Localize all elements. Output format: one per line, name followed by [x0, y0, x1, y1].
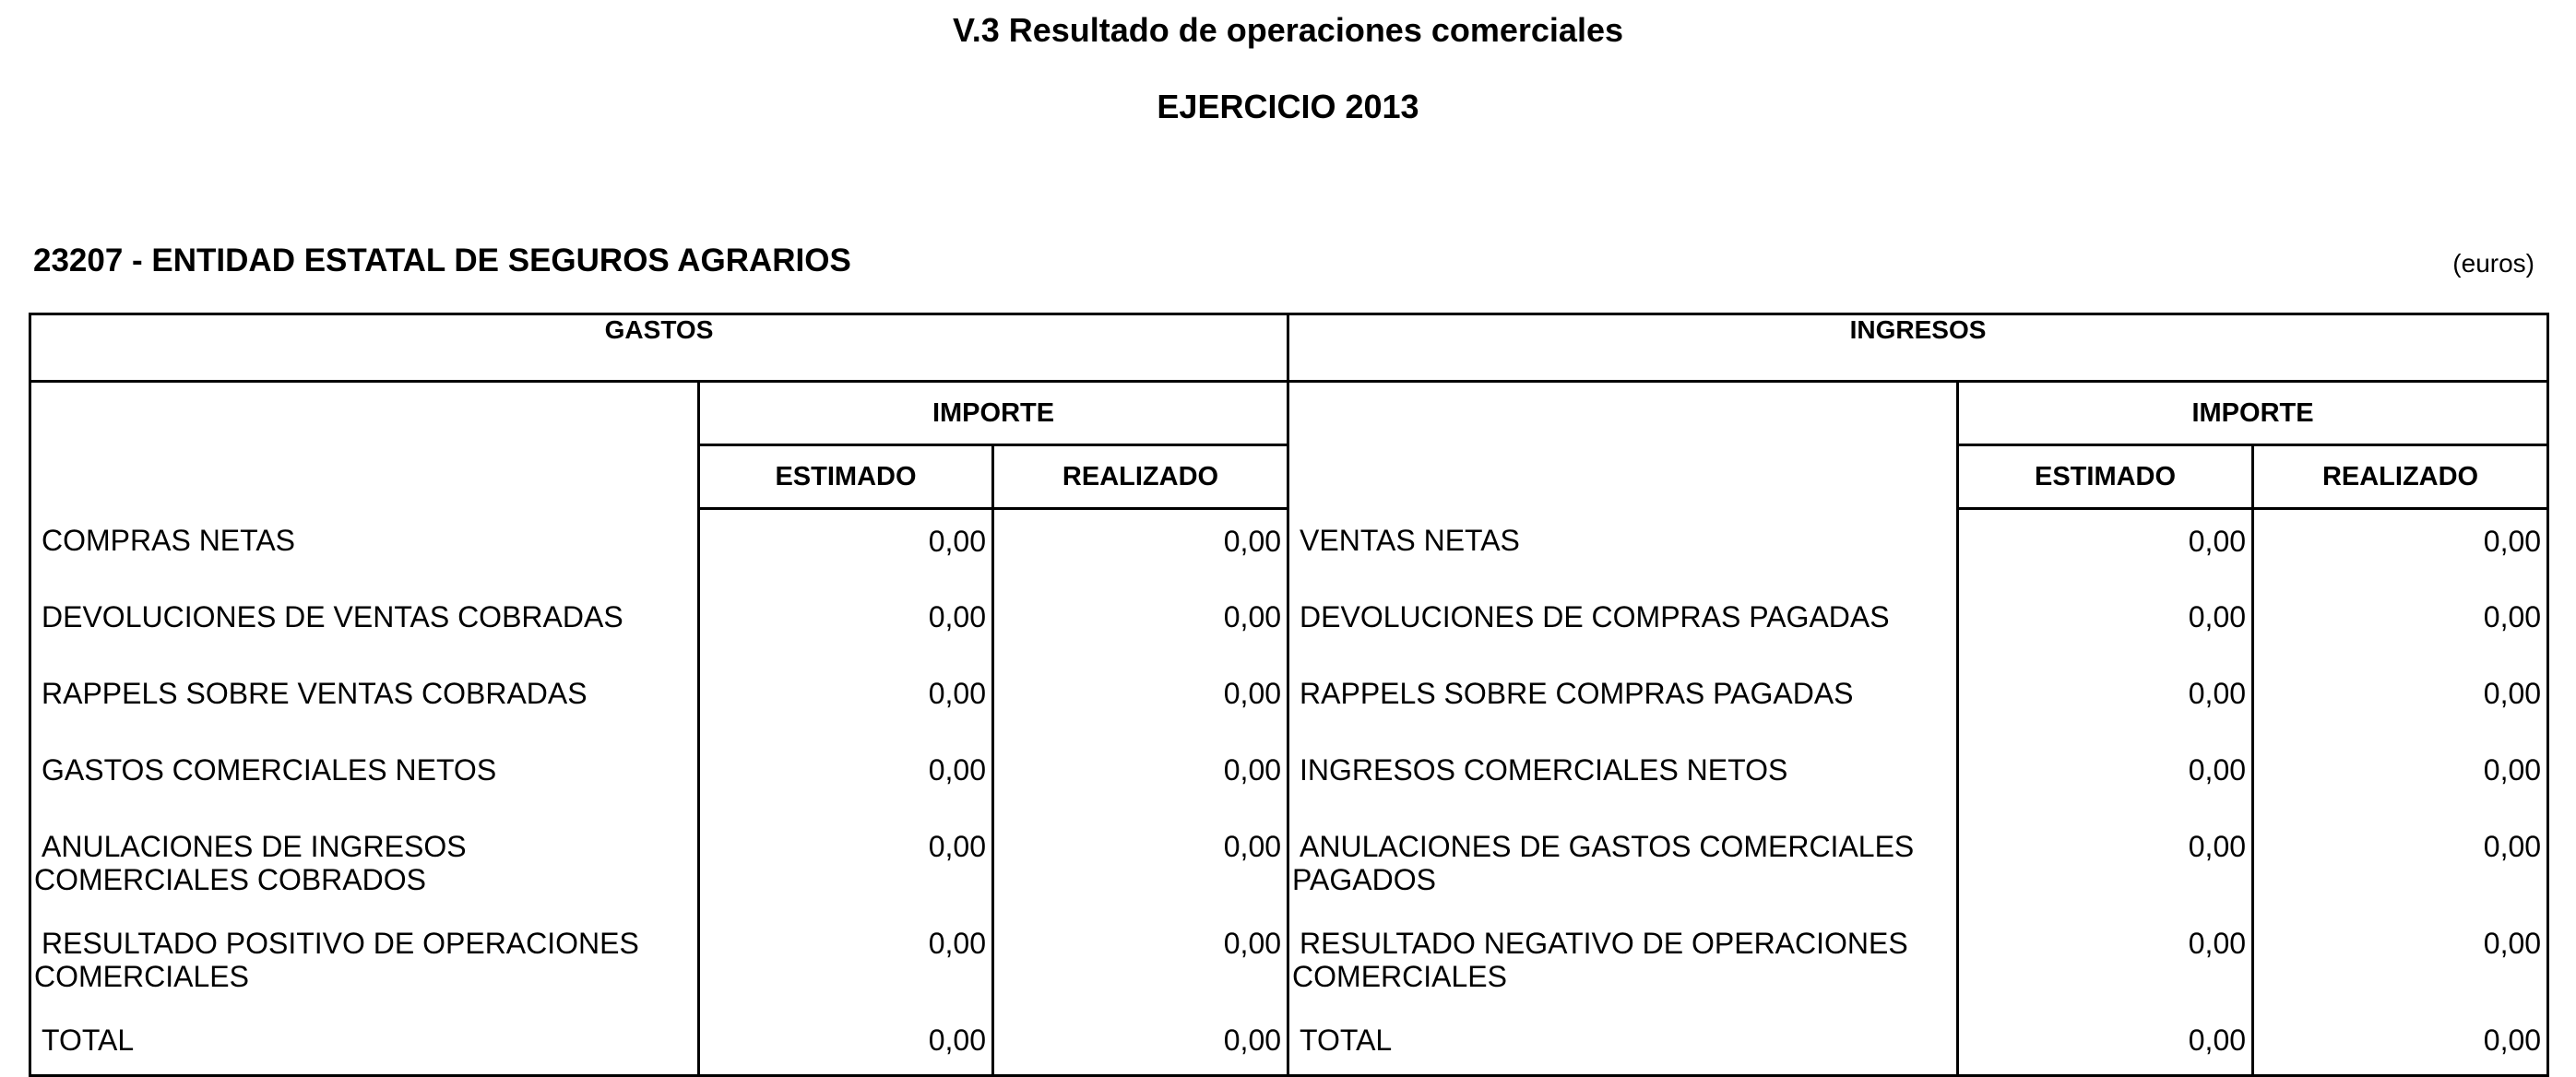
gasto-concept-line: TOTAL [42, 1024, 135, 1057]
ingreso-concept [1288, 509, 1958, 586]
ingreso-realizado-value: 0,00 [2253, 815, 2548, 912]
ingreso-concept-line: RAPPELS SOBRE COMPRAS PAGADAS [1300, 677, 1854, 710]
gasto-estimado-value: 0,00 [699, 739, 993, 815]
ingreso-estimado-value: 0,00 [1958, 509, 2253, 586]
ingreso-realizado-value: 0,00 [2253, 586, 2548, 662]
ingreso-concept-line: PAGADOS [1292, 863, 1436, 896]
ingreso-estimado-value: 0,00 [1958, 662, 2253, 739]
gasto-concept [30, 1009, 699, 1076]
ingreso-concept [1288, 1009, 1958, 1076]
gasto-realizado-value: 0,00 [993, 1009, 1288, 1076]
table-row [30, 912, 2548, 1009]
ingreso-concept [1288, 662, 1958, 739]
ingreso-concept-line: TOTAL [1300, 1024, 1393, 1057]
ingreso-estimado-value: 0,00 [1958, 586, 2253, 662]
ingresos-concept-header-cell [1288, 382, 1958, 509]
gasto-concept [30, 509, 699, 586]
entity-name: 23207 - ENTIDAD ESTATAL DE SEGUROS AGRARIOS [33, 243, 851, 278]
ingreso-concept-line: VENTAS NETAS [1300, 523, 1520, 557]
gasto-realizado-value: 0,00 [993, 509, 1288, 586]
gasto-realizado-value: 0,00 [993, 662, 1288, 739]
gasto-realizado-value: 0,00 [993, 815, 1288, 912]
gasto-estimado-value: 0,00 [699, 815, 993, 912]
ingresos-importe-header: IMPORTE [1958, 382, 2548, 445]
table-row [30, 586, 2548, 662]
gasto-concept-line: ANULACIONES DE INGRESOS [42, 830, 467, 863]
gasto-estimado-value: 0,00 [699, 662, 993, 739]
ingreso-realizado-value: 0,00 [2253, 509, 2548, 586]
gasto-concept [30, 739, 699, 815]
header-row-sections [30, 314, 2548, 382]
ingreso-concept-line: RESULTADO NEGATIVO DE OPERACIONES [1300, 927, 1908, 960]
gasto-concept-line: RESULTADO POSITIVO DE OPERACIONES [42, 927, 639, 960]
header-row-importe [30, 382, 2548, 445]
ingreso-realizado-value: 0,00 [2253, 1009, 2548, 1076]
ingreso-estimado-value: 0,00 [1958, 739, 2253, 815]
units-label: (euros) [2452, 249, 2534, 278]
table-row [30, 1009, 2548, 1076]
ingreso-concept [1288, 586, 1958, 662]
gasto-concept-line: RAPPELS SOBRE VENTAS COBRADAS [42, 677, 588, 710]
gasto-concept-line: COMERCIALES COBRADOS [34, 863, 426, 896]
gasto-realizado-value: 0,00 [993, 912, 1288, 1009]
gasto-concept [30, 662, 699, 739]
gasto-estimado-value: 0,00 [699, 1009, 993, 1076]
page-title: V.3 Resultado de operaciones comerciales [953, 11, 1623, 49]
ingreso-concept [1288, 739, 1958, 815]
ingreso-concept-line: COMERCIALES [1292, 960, 1507, 993]
gasto-estimado-value: 0,00 [699, 509, 993, 586]
gasto-realizado-value: 0,00 [993, 586, 1288, 662]
gasto-concept [30, 586, 699, 662]
ingreso-concept [1288, 815, 1958, 912]
gasto-concept-line: GASTOS COMERCIALES NETOS [42, 753, 497, 787]
ingreso-concept-line: DEVOLUCIONES DE COMPRAS PAGADAS [1300, 600, 1890, 633]
table-row [30, 739, 2548, 815]
ingresos-header: INGRESOS [1288, 314, 2548, 382]
gasto-realizado-value: 0,00 [993, 739, 1288, 815]
gastos-realizado-header: REALIZADO [993, 445, 1288, 509]
gastos-header: GASTOS [30, 314, 1288, 382]
gastos-importe-header: IMPORTE [699, 382, 1288, 445]
ingreso-realizado-value: 0,00 [2253, 662, 2548, 739]
gasto-concept-line: COMERCIALES [34, 960, 249, 993]
gasto-concept-line: DEVOLUCIONES DE VENTAS COBRADAS [42, 600, 623, 633]
gasto-concept-line: COMPRAS NETAS [42, 523, 295, 557]
ingreso-realizado-value: 0,00 [2253, 739, 2548, 815]
gasto-estimado-value: 0,00 [699, 586, 993, 662]
ingresos-estimado-header: ESTIMADO [1958, 445, 2253, 509]
ingreso-estimado-value: 0,00 [1958, 912, 2253, 1009]
operations-table [29, 313, 2549, 1077]
table-row [30, 509, 2548, 586]
gasto-concept [30, 912, 699, 1009]
ingreso-concept-line: INGRESOS COMERCIALES NETOS [1300, 753, 1788, 787]
gasto-concept [30, 815, 699, 912]
ingresos-realizado-header: REALIZADO [2253, 445, 2548, 509]
ingreso-estimado-value: 0,00 [1958, 1009, 2253, 1076]
ingreso-realizado-value: 0,00 [2253, 912, 2548, 1009]
ingreso-concept-line: ANULACIONES DE GASTOS COMERCIALES [1300, 830, 1915, 863]
page-subtitle: EJERCICIO 2013 [1157, 88, 1419, 125]
ingreso-estimado-value: 0,00 [1958, 815, 2253, 912]
ingreso-concept [1288, 912, 1958, 1009]
gastos-concept-header-cell [30, 382, 699, 509]
gasto-estimado-value: 0,00 [699, 912, 993, 1009]
table-row [30, 815, 2548, 912]
gastos-estimado-header: ESTIMADO [699, 445, 993, 509]
table-row [30, 662, 2548, 739]
